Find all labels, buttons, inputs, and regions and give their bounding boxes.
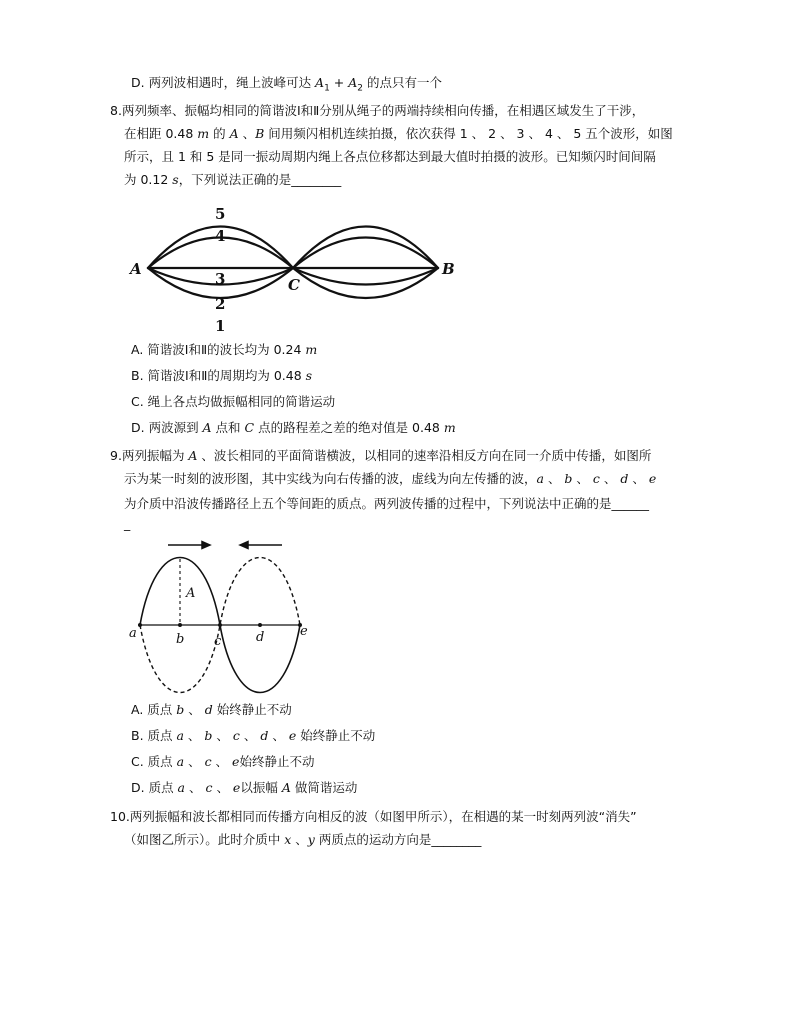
label-4: 4 bbox=[215, 227, 226, 245]
q9-line-3: 为介质中沿波传播路径上五个等间距的质点。两列波传播的过程中，下列说法中正确的是______ bbox=[124, 496, 650, 511]
q9-option-d: D. 质点 a 、 c 、 e以振幅 A 做简谐运动 bbox=[131, 780, 358, 795]
q9-line-1: 9.两列振幅为 A 、波长相同的平面简谐横波，以相同的速率沿相反方向在同一介质中传播，如图所 bbox=[110, 448, 652, 463]
q9-number: 9. bbox=[110, 448, 122, 463]
label-b: b bbox=[176, 632, 185, 647]
label-2: 2 bbox=[215, 295, 226, 313]
point-c bbox=[218, 623, 222, 627]
q8-line-3: 所示，且 1 和 5 是同一振动周期内绳上各点位移都达到最大值时拍摄的波形。已知频闪时间间隔 bbox=[124, 149, 656, 164]
label-5: 5 bbox=[215, 205, 226, 223]
q10-line-2: （如图乙所示）。此时介质中 x 、y 两质点的运动方向是________ bbox=[124, 832, 482, 847]
label-C: C bbox=[288, 276, 300, 294]
label-e: e bbox=[300, 624, 308, 639]
point-a bbox=[138, 623, 142, 627]
q8-option-d: D. 两波源到 A 点和 C 点的路程差之差的绝对值是 0.48 m bbox=[131, 420, 456, 435]
left-arrowhead bbox=[240, 542, 248, 549]
right-arrowhead bbox=[202, 542, 210, 549]
label-a: a bbox=[129, 626, 137, 641]
label-d: d bbox=[256, 630, 265, 645]
q9-line-4: _ bbox=[124, 516, 131, 531]
point-b bbox=[178, 623, 182, 627]
label-3: 3 bbox=[215, 270, 226, 288]
q10-line-1: 10.两列振幅和波长都相同而传播方向相反的波（如图甲所示），在相遇的某一时刻两列波“消失” bbox=[110, 809, 637, 824]
q9-wave-figure bbox=[126, 535, 316, 699]
q9-line-2: 示为某一时刻的波形图，其中实线为向右传播的波，虚线为向左传播的波，a 、 b 、 c 、 d 、 e bbox=[124, 471, 657, 486]
q7-option-d: D. 两列波相遇时，绳上波峰可达 $A_1 + A_2$ 的点只有一个 bbox=[131, 75, 442, 94]
label-amplitude-A: A bbox=[186, 586, 196, 601]
q8-option-c: C. 绳上各点均做振幅相同的简谐运动 bbox=[131, 394, 336, 409]
q9-option-b: B. 质点 a 、 b 、 c 、 d 、 e 始终静止不动 bbox=[131, 728, 376, 743]
q8-line-2: 在相距 0.48 m 的 A 、B 间用频闪相机连续拍摄，依次获得 1 、 2 、 3 、 4 、 5 五个波形，如图 bbox=[124, 126, 673, 141]
wave-1-right bbox=[293, 268, 438, 298]
q8-wave-figure bbox=[128, 195, 463, 341]
point-d bbox=[258, 623, 262, 627]
q10-number: 10. bbox=[110, 809, 130, 824]
label-c: c bbox=[214, 634, 222, 649]
label-A: A bbox=[130, 260, 142, 278]
q9-option-a: A. 质点 b 、 d 始终静止不动 bbox=[131, 702, 292, 717]
wave-5-right bbox=[293, 227, 438, 269]
label-B: B bbox=[442, 260, 455, 278]
q8-line-1: 8.两列频率、振幅均相同的简谐波Ⅰ和Ⅱ分别从绳子的两端持续相向传播，在相遇区域发生了干涉， bbox=[110, 103, 645, 118]
q8-line-4: 为 0.12 s，下列说法正确的是________ bbox=[124, 172, 342, 187]
q8-option-a: A. 简谐波Ⅰ和Ⅱ的波长均为 0.24 m bbox=[131, 342, 318, 357]
wave-4-right bbox=[293, 238, 438, 269]
label-1: 1 bbox=[215, 317, 226, 335]
q8-option-b: B. 简谐波Ⅰ和Ⅱ的周期均为 0.48 s bbox=[131, 368, 313, 383]
q9-option-c: C. 质点 a 、 c 、 e始终静止不动 bbox=[131, 754, 315, 769]
q8-number: 8. bbox=[110, 103, 122, 118]
